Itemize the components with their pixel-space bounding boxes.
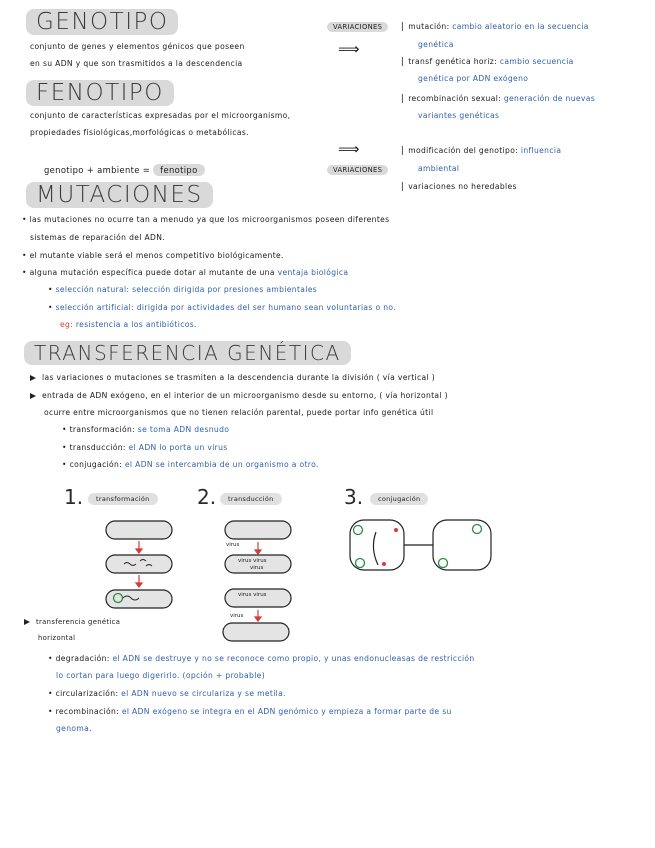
side-label-2: horizontal	[38, 634, 76, 642]
bullet-recombinacion-cont: genoma.	[56, 724, 92, 733]
genotipo-item-1-cont: genética	[418, 40, 454, 49]
mutaciones-title: MUTACIONES	[26, 182, 213, 208]
genotipo-item-3-cont: variantes genéticas	[418, 111, 500, 120]
mechanism-transformacion: • transformación: se toma ADN desnudo	[62, 425, 230, 434]
variaciones-tag-2: VARIACIONES	[327, 165, 388, 175]
diagram-number-1: 1.	[64, 485, 84, 509]
mutaciones-line-1b: sistemas de reparación del ADN.	[30, 233, 166, 242]
genotipo-title: GENOTIPO	[26, 9, 178, 35]
plasmid-icon	[439, 559, 448, 568]
virus-label: virus virus	[238, 592, 267, 598]
pilus-bridge	[373, 532, 378, 565]
cell-transduccion-4	[223, 623, 289, 641]
bullet-circularizacion: • circularización: el ADN nuevo se circulariza y se metila.	[48, 689, 286, 698]
genotipo-item-1: ▏mutación: cambio aleatorio en la secuencia	[402, 22, 589, 31]
genotipo-item-2: ▏transf genética horiz: cambio secuencia	[402, 57, 574, 66]
bullet-degradacion: • degradación: el ADN se destruye y no se reconoce como propio, y unas endonucleasas de restricción	[48, 654, 475, 663]
arrow-icon: ⟹	[338, 40, 360, 58]
genotipo-def-2: en su ADN y que son trasmitidos a la descendencia	[30, 59, 243, 68]
dna-dot-icon	[394, 528, 398, 532]
diagram-number-2: 2.	[197, 485, 217, 509]
genotipo-item-2-cont: genética por ADN exógeno	[418, 74, 529, 83]
virus-label: virus	[226, 542, 240, 548]
formula: genotipo + ambiente = fenotipo	[44, 165, 205, 175]
seleccion-artificial: • selección artificial: dirigida por actividades del ser humano sean voluntarias o no.	[48, 303, 397, 312]
mechanism-transduccion: • transducción: el ADN lo porta un virus	[62, 443, 228, 452]
fenotipo-def-2: propiedades fisiológicas,morfológicas o metabólicas.	[30, 128, 249, 137]
transferencia-line-2c: ocurre entre microorganismos que no tienen relación parental, puede portar info genética útil	[44, 408, 434, 417]
genotipo-item-3: ▏recombinación sexual: generación de nuevas	[402, 94, 596, 103]
virus-label: virus virus	[238, 558, 267, 564]
diagram-label-conjugacion: conjugación	[370, 493, 428, 505]
cell-transduccion-1	[225, 521, 291, 539]
dna-dot-icon	[382, 562, 386, 566]
fenotipo-title: FENOTIPO	[26, 80, 174, 106]
fenotipo-item-1: ▏modificación del genotipo: influencia	[402, 146, 562, 155]
cell-transformacion-2	[106, 555, 172, 573]
fenotipo-item-1-cont: ambiental	[418, 164, 460, 173]
seleccion-natural: • selección natural: selección dirigida por presiones ambientales	[48, 285, 318, 294]
fenotipo-def-1: conjunto de características expresadas por el microorganismo,	[30, 111, 291, 120]
transferencia-line-2: entrada de ADN exógeno, en el interior de un microorganismo desde su entorno, ( vía horizontal )	[30, 391, 448, 401]
ejemplo: eg: resistencia a los antibióticos.	[60, 320, 197, 329]
plasmid-icon	[354, 526, 363, 535]
bullet-degradacion-cont: lo cortan para luego digerirlo. (opción + probable)	[56, 671, 266, 680]
diagram-label-transformacion: transformación	[88, 493, 158, 505]
bullet-recombinacion: • recombinación: el ADN exógeno se integra en el ADN genómico y empieza a formar parte de su	[48, 707, 452, 716]
arrow-icon: ⟹	[338, 140, 360, 158]
plasmid-icon	[473, 525, 482, 534]
diagram-number-3: 3.	[344, 485, 364, 509]
mutaciones-line-3: • alguna mutación específica puede dotar al mutante de una ventaja biológica	[22, 268, 349, 277]
fenotipo-item-2: ▏variaciones no heredables	[402, 182, 517, 191]
genotipo-def-1: conjunto de genes y elementos génicos que poseen	[30, 42, 245, 51]
diagram-label-transduccion: transducción	[220, 493, 282, 505]
side-label-1: transferencia genética	[24, 617, 120, 627]
transferencia-line-1: las variaciones o mutaciones se trasmiten a la descendencia durante la división ( vía vertical )	[30, 373, 435, 383]
transferencia-title: TRANSFERENCIA GENÉTICA	[24, 341, 351, 365]
cell-transformacion-3	[106, 590, 172, 608]
variaciones-tag-1: VARIACIONES	[327, 22, 388, 32]
plasmid-icon	[356, 559, 365, 568]
virus-label: virus	[250, 565, 264, 571]
virus-label: virus	[230, 613, 244, 619]
mechanism-conjugacion: • conjugación: el ADN se intercambia de un organismo a otro.	[62, 460, 319, 469]
cell-conjugacion-2	[433, 520, 491, 570]
mutaciones-line-2: • el mutante viable será el menos competitivo biológicamente.	[22, 251, 284, 260]
mutaciones-line-1: • las mutaciones no ocurre tan a menudo ya que los microorganismos poseen diferentes	[22, 215, 390, 224]
cell-transformacion-1	[106, 521, 172, 539]
